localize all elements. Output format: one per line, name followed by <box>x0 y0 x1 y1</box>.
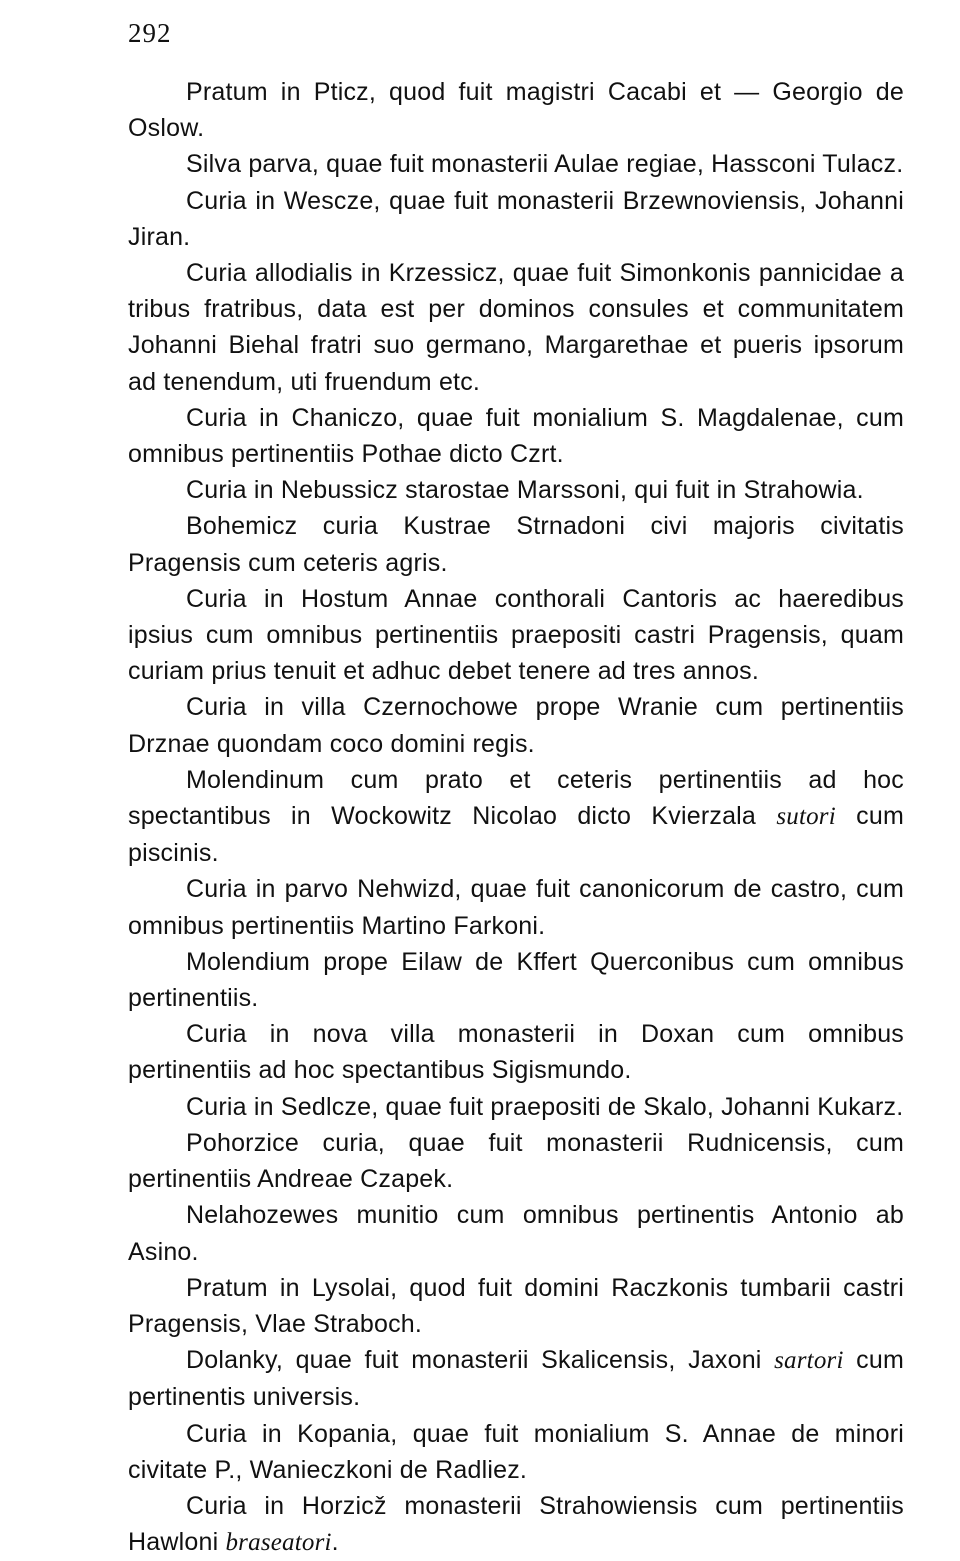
entry <box>128 1342 904 1415</box>
entry-text: Silva parva, quae fuit monasterii Aulae regiae, Hassconi Tulacz. <box>186 150 904 179</box>
entry-text: Curia in nova villa monasterii in Doxan cum omnibus pertinentiis ad hoc spectantibus Sigismundo. <box>128 1020 904 1085</box>
entry-text: Curia in Nebussicz starostae Marssoni, qui fuit in Strahowia. <box>186 476 864 505</box>
entry <box>128 1488 904 1561</box>
entry <box>128 871 904 943</box>
entry <box>128 581 904 690</box>
entry <box>128 74 904 146</box>
entry-text: Curia in Kopania, quae fuit monialium S. Annae de minori civitate P., Wanieczkoni de Radliez. <box>128 1419 904 1484</box>
entry-text: Molendinum cum prato et ceteris pertinentiis ad hoc spectantibus in Wockowitz Nicolao dicto Kvierzala <box>128 765 904 831</box>
entry-text: Nelahozewes munitio cum omnibus pertinentis Antonio ab Asino. <box>128 1201 904 1266</box>
entry <box>128 1089 904 1125</box>
entry-text: Curia in Sedlcze, quae fuit praepositi de Skalo, Johanni Kukarz. <box>186 1092 904 1121</box>
entry <box>128 183 904 255</box>
entry <box>128 1016 904 1088</box>
entry-text: Curia in Hostum Annae conthorali Cantoris ac haeredibus ipsius cum omnibus pertinentiis praepositi castri Pragensis, quam curiam prius tenuit et adhuc debet tenere ad tres annos. <box>128 584 904 686</box>
entry-text: Curia in Horzicž monasterii Strahowiensis cum pertinentiis Hawloni <box>128 1491 904 1557</box>
entry-text: Pratum in Lysolai, quod fuit domini Raczkonis tumbarii castri Pragensis, Vlae Straboch. <box>128 1273 904 1338</box>
entry <box>128 255 904 400</box>
entry-text-after: cum piscinis. <box>128 802 904 868</box>
entry <box>128 508 904 580</box>
entry <box>128 1197 904 1269</box>
text-body <box>128 74 904 1561</box>
entry-text: Curia in Chaniczo, quae fuit monialium S. Magdalenae, cum omnibus pertinentiis Pothae dicto Czrt. <box>128 403 904 469</box>
entry <box>128 472 904 508</box>
entry <box>128 762 904 872</box>
entry <box>128 1125 904 1197</box>
entry-text: Curia in villa Czernochowe prope Wranie cum pertinentiis Drznae quondam coco domini regis. <box>128 693 904 758</box>
entry-text: Pohorzice curia, quae fuit monasterii Rudnicensis, cum pertinentiis Andreae Czapek. <box>128 1128 904 1194</box>
page-number: 292 <box>128 18 172 48</box>
entry-italic-text: braseatori <box>225 1529 332 1557</box>
entry-text: Pratum in Pticz, quod fuit magistri Cacabi et — Georgio de Oslow. <box>128 78 904 143</box>
entry <box>128 944 904 1016</box>
entry <box>128 400 904 472</box>
entry-text: Molendium prope Eilaw de Kffert Querconibus cum omnibus pertinentiis. <box>128 947 904 1013</box>
entry <box>128 146 904 182</box>
entry <box>128 1416 904 1488</box>
entry <box>128 1270 904 1342</box>
entry-text: Curia in Wescze, quae fuit monasterii Brzewnoviensis, Johanni Jiran. <box>128 186 904 251</box>
entry-text: Curia allodialis in Krzessicz, quae fuit Simonkonis pannicidae a tribus fratribus, data est per dominos consules et communitatem Johanni Biehal fratri suo germano, Margarethae et pueris ipsorum ad tenendum, uti fruendum etc. <box>128 259 904 396</box>
entry-text-after: . <box>331 1528 339 1557</box>
entry-text: Curia in parvo Nehwizd, quae fuit canonicorum de castro, cum omnibus pertinentiis Martino Farkoni. <box>128 875 904 940</box>
entry-text: Dolanky, quae fuit monasterii Skalicensis, Jaxoni <box>186 1346 775 1375</box>
entry-text: Bohemicz curia Kustrae Strnadoni civi majoris civitatis Pragensis cum ceteris agris. <box>128 512 904 577</box>
entry-italic-text: sutori <box>776 803 836 831</box>
entry-italic-text: sartori <box>774 1347 844 1375</box>
entry-text-after: cum pertinentis universis. <box>128 1346 904 1412</box>
entry <box>128 689 904 761</box>
